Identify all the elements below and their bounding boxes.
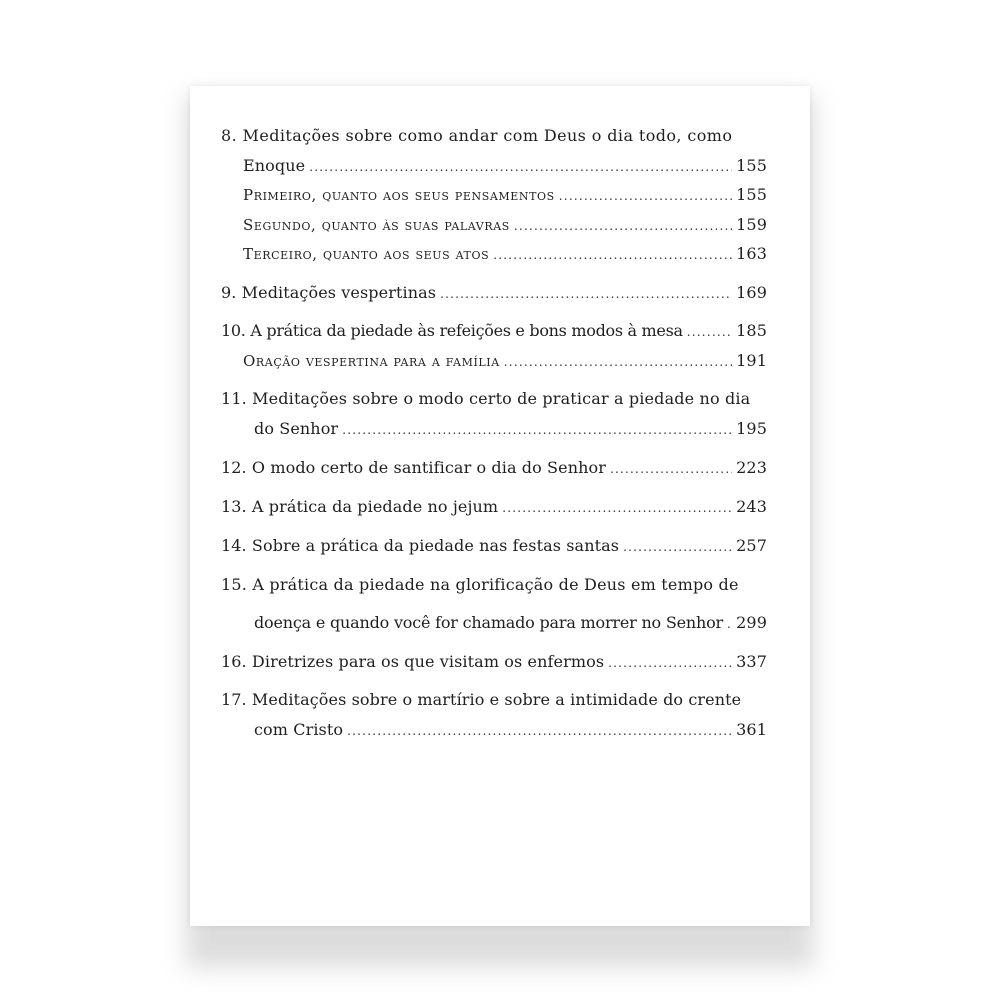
toc-ch15-title-line1: 15. A prática da piedade na glorificação de Deus em tempo de	[221, 575, 739, 594]
toc-ch8-page: 155	[736, 156, 767, 175]
toc-ch14-title: 14. Sobre a prática da piedade nas festas santas	[221, 536, 620, 555]
toc-ch11-entry	[254, 419, 767, 440]
toc-ch11-title-cont: do Senhor	[254, 419, 339, 438]
dot-leader	[440, 284, 732, 304]
toc-ch8-sub2-page: 159	[736, 215, 767, 234]
toc-ch8-sub1-title: Primeiro, quanto aos seus pensamentos	[243, 186, 555, 204]
toc-ch8-sub3-title: Terceiro, quanto aos seus atos	[243, 245, 490, 263]
toc-ch15-title-cont: doença e quando você for chamado para morrer no Senhor	[254, 613, 723, 632]
toc-ch10-sub-page: 191	[736, 351, 767, 370]
book-page	[190, 86, 810, 926]
dot-leader	[608, 653, 732, 673]
dot-leader	[347, 721, 732, 741]
toc-ch10-sub-title: Oração vespertina para a família	[243, 352, 500, 370]
dot-leader	[342, 420, 732, 440]
toc-ch16-page: 337	[736, 652, 767, 671]
toc-ch8-sub2-entry	[243, 215, 767, 236]
toc-ch9-page: 169	[736, 283, 767, 302]
toc-ch10-sub-entry	[243, 351, 767, 372]
toc-ch13-page: 243	[736, 497, 767, 516]
dot-leader	[514, 216, 732, 236]
toc-ch12-entry	[221, 458, 767, 479]
dot-leader	[504, 352, 732, 372]
toc-ch12-title: 12. O modo certo de santificar o dia do Senhor	[221, 458, 606, 477]
dot-leader	[559, 186, 732, 206]
toc-ch13-entry	[221, 497, 767, 518]
toc-ch15-page: 299	[736, 613, 767, 632]
toc-ch10-entry	[221, 321, 767, 342]
toc-ch14-page: 257	[736, 536, 767, 555]
toc-ch8-title-line1: 8. Meditações sobre como andar com Deus o dia todo, como	[221, 126, 733, 145]
dot-leader	[502, 498, 732, 518]
toc-ch8-sub1-page: 155	[736, 185, 767, 204]
toc-ch17-entry	[254, 720, 767, 741]
toc-ch8-sub1-entry	[243, 185, 767, 206]
toc-ch15-entry	[254, 613, 767, 634]
dot-leader	[493, 245, 732, 265]
toc-ch17-title-cont: com Cristo	[254, 720, 344, 739]
toc-ch16-entry	[221, 652, 767, 673]
toc-ch8-sub2-title: Segundo, quanto às suas palavras	[243, 216, 510, 234]
toc-ch9-entry	[221, 283, 767, 304]
toc-ch16-title: 16. Diretrizes para os que visitam os enfermos	[221, 652, 605, 671]
toc-ch17-page: 361	[736, 720, 767, 739]
toc-ch8-title-cont: Enoque	[243, 156, 306, 175]
toc-ch8-entry	[243, 156, 767, 177]
toc-ch8-sub3-entry	[243, 244, 767, 265]
dot-leader	[623, 537, 732, 557]
toc-ch8-sub3-page: 163	[736, 244, 767, 263]
table-of-contents	[190, 86, 810, 926]
toc-ch13-title: 13. A prática da piedade no jejum	[221, 497, 499, 516]
toc-ch12-page: 223	[736, 458, 767, 477]
toc-ch10-title: 10. A prática da piedade às refeições e bons modos à mesa	[221, 321, 683, 340]
dot-leader	[727, 614, 732, 634]
toc-ch11-page: 195	[736, 419, 767, 438]
dot-leader	[687, 322, 732, 342]
toc-ch10-page: 185	[736, 321, 767, 340]
toc-ch9-title: 9. Meditações vespertinas	[221, 283, 437, 302]
dot-leader	[309, 157, 732, 177]
toc-ch11-title-line1: 11. Meditações sobre o modo certo de praticar a piedade no dia	[221, 389, 751, 408]
toc-ch14-entry	[221, 536, 767, 557]
dot-leader	[610, 459, 732, 479]
toc-ch17-title-line1: 17. Meditações sobre o martírio e sobre a intimidade do crente	[221, 690, 742, 709]
